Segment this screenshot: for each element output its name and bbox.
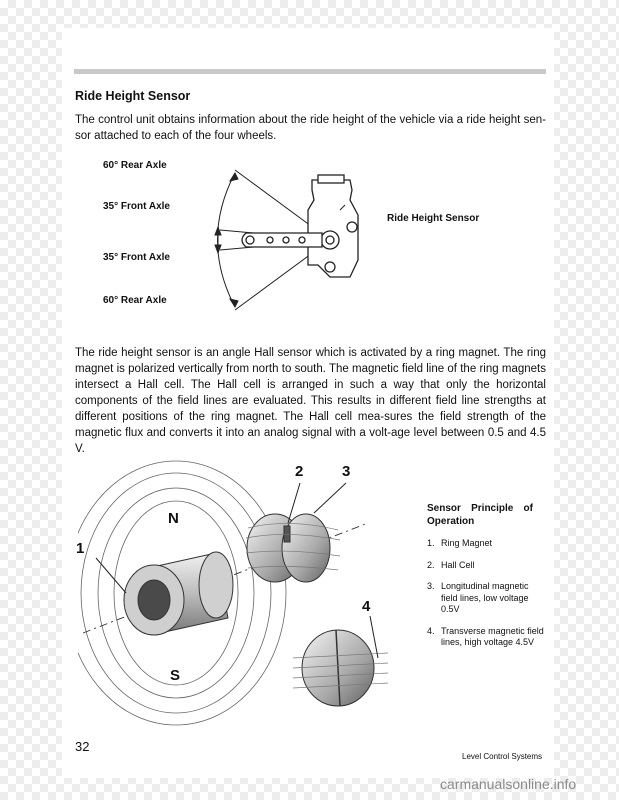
legend-title: Sensor Principle of Operation [427,503,533,527]
legend-item-number: 2. [427,559,435,570]
callout-1: 1 [76,540,85,557]
header-rule [74,69,546,74]
callout-3: 3 [342,463,351,480]
legend-list [427,538,547,659]
sensor-principle-diagram [78,458,423,726]
legend-item [427,538,547,550]
north-pole-label: N [168,510,179,527]
body-paragraph: The ride height sensor is an angle Hall sensor which is activated by a ring magnet. The ring magnet is polarized vertically from north to south. The magnetic field line of the ring magnets intersect a Hall cell. The Hall cell is arranged in such a way that only the horizontal components of the field lines are evaluated. This results in different field line strengths at different positions of the ring magnet. The Hall cell mea-sures the field strength of the magnetic flux and converts it into an analog signal with a volt-age level between 0.5 and 4.5 V. [75,347,546,455]
callout-2: 2 [295,463,304,480]
legend-item-text: Hall Cell [441,559,475,570]
angle-label-rear-upper: 60° Rear Axle [103,160,167,171]
sensor-label: Ride Height Sensor [387,213,480,224]
legend-item-number: 1. [427,538,435,548]
angle-label-rear-lower: 60° Rear Axle [103,295,167,306]
legend-item-number: 4. [427,625,435,636]
legend-item-text: Ring Magnet [441,538,493,548]
legend-item [427,581,547,616]
angle-label-front-lower: 35° Front Axle [103,252,170,263]
legend-item [427,560,547,572]
south-pole-label: S [170,667,181,684]
legend-item-number: 3. [427,581,435,591]
legend-item [427,626,547,649]
ride-height-sensor-diagram [190,165,380,315]
intro-paragraph: The control unit obtains information about the ride height of the vehicle via a ride height sen-sor attached to each of the four wheels. [75,114,546,142]
footer-section-name: Level Control Systems [462,752,543,761]
callout-4: 4 [362,598,371,615]
legend-item-text: Transverse magnetic field lines, high voltage 4.5V [441,625,544,647]
angle-label-front-upper: 35° Front Axle [103,201,170,212]
page-number: 32 [75,739,90,754]
legend-item-text: Longitudinal magnetic field lines, low voltage 0.5V [441,581,529,614]
section-title: Ride Height Sensor [75,89,191,103]
watermark: carmanualsonline.info [440,776,577,792]
